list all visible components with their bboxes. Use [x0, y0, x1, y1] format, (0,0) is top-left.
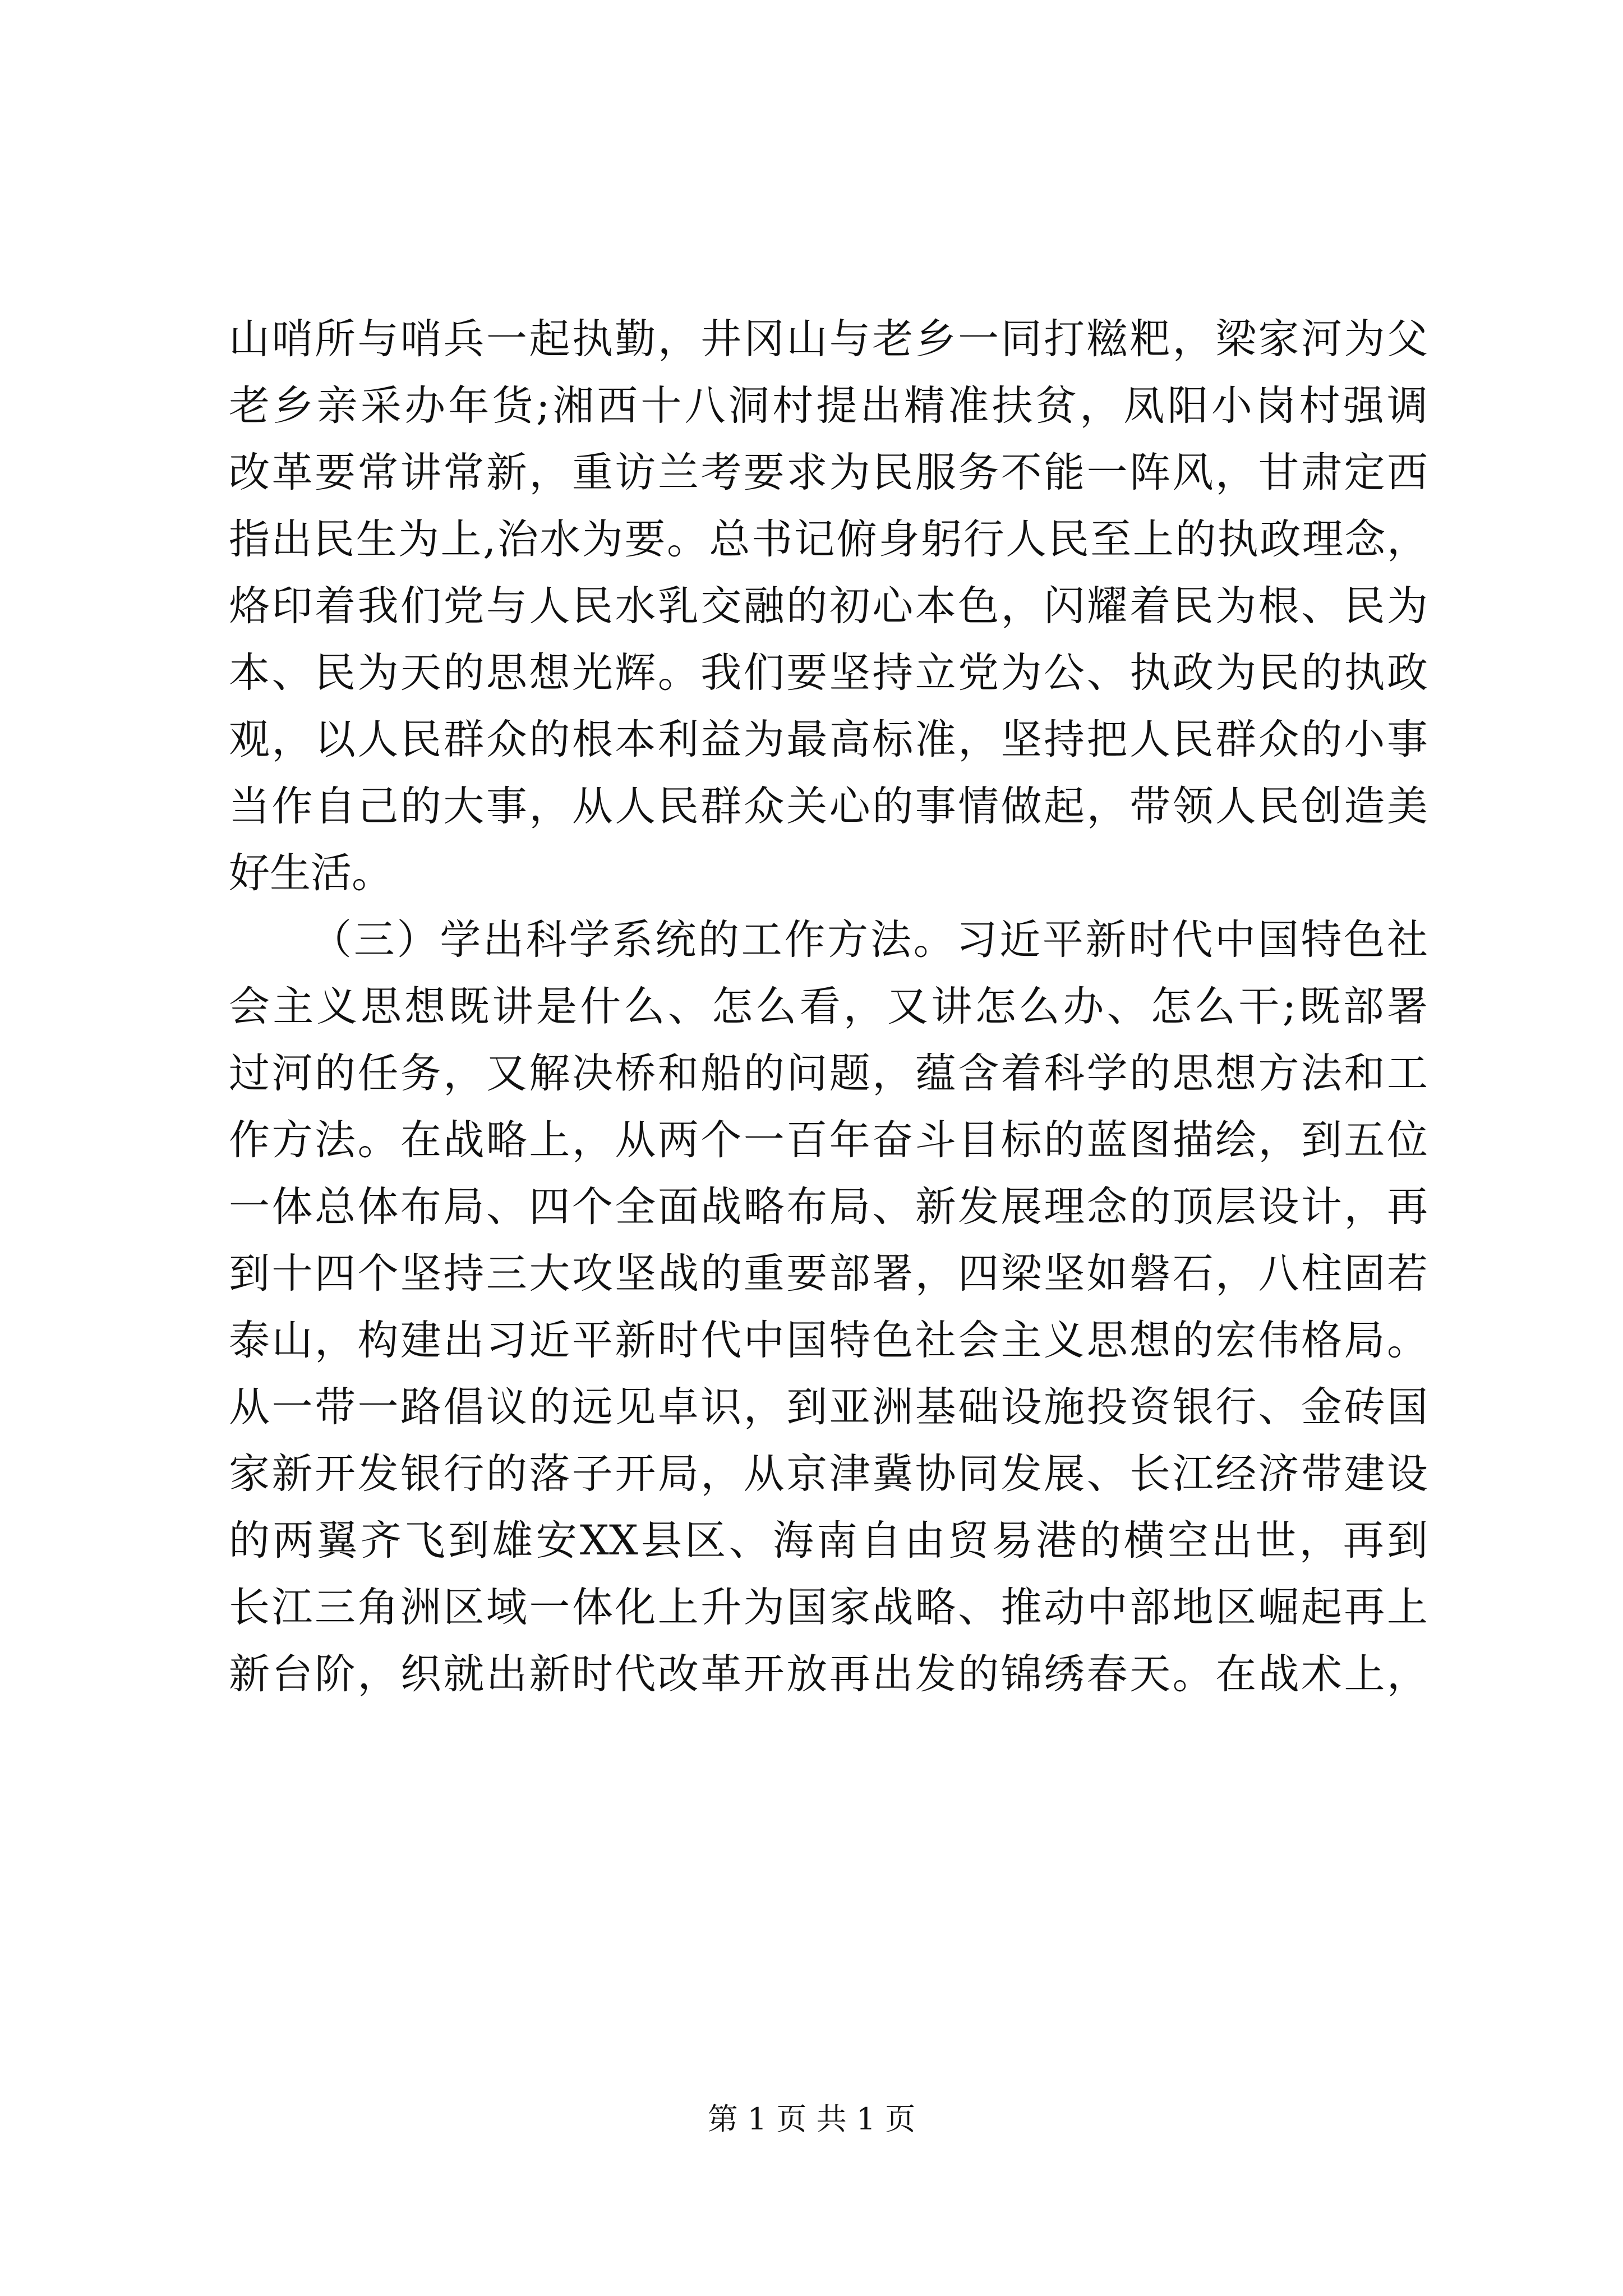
text-line: 山哨所与哨兵一起执勤，井冈山与老乡一同打糍粑，梁家河为父 — [229, 315, 1428, 363]
text-line: 泰山，构建出习近平新时代中国特色社会主义思想的宏伟格局。 — [229, 1317, 1428, 1364]
text-line: 本、民为天的思想光辉。我们要坚持立党为公、执政为民的执政 — [229, 649, 1428, 697]
text-line: 新台阶，织就出新时代改革开放再出发的锦绣春天。在战术上， — [229, 1650, 1428, 1698]
text-line: 作方法。在战略上，从两个一百年奋斗目标的蓝图描绘，到五位 — [229, 1116, 1428, 1164]
text-line: 到十四个坚持三大攻坚战的重要部署，四梁坚如磐石，八柱固若 — [229, 1250, 1428, 1297]
text-line: 家新开发银行的落子开局，从京津冀协同发展、长江经济带建设 — [229, 1450, 1428, 1498]
page-footer — [0, 2100, 1623, 2139]
text-line: 一体总体布局、四个全面战略布局、新发展理念的顶层设计，再 — [229, 1183, 1428, 1231]
text-line: 烙印着我们党与人民水乳交融的初心本色，闪耀着民为根、民为 — [229, 582, 1428, 630]
body-text — [229, 306, 1428, 1708]
text-line: 好生活。 — [229, 849, 393, 897]
text-line: 老乡亲采办年货;湘西十八洞村提出精准扶贫，凤阳小岗村强调 — [229, 382, 1428, 430]
text-line: 当作自己的大事，从人民群众关心的事情做起，带领人民创造美 — [229, 783, 1428, 830]
text-line: 长江三角洲区域一体化上升为国家战略、推动中部地区崛起再上 — [229, 1584, 1428, 1631]
section-heading-line: （三）学出科学系统的工作方法。习近平新时代中国特色社 — [311, 916, 1428, 964]
text-line: 过河的任务，又解决桥和船的问题，蕴含着科学的思想方法和工 — [229, 1050, 1428, 1097]
text-line: 从一带一路倡议的远见卓识，到亚洲基础设施投资银行、金砖国 — [229, 1383, 1428, 1431]
text-line: 改革要常讲常新，重访兰考要求为民服务不能一阵风，甘肃定西 — [229, 449, 1428, 496]
text-line: 指出民生为上,治水为要。总书记俯身躬行人民至上的执政理念， — [229, 516, 1428, 563]
page-number-label: 第 1 页 共 1 页 — [707, 2101, 916, 2137]
text-line: 会主义思想既讲是什么、怎么看，又讲怎么办、怎么干;既部署 — [229, 983, 1428, 1030]
text-line: 观，以人民群众的根本利益为最高标准，坚持把人民群众的小事 — [229, 716, 1428, 763]
text-line: 的两翼齐飞到雄安XX县区、海南自由贸易港的横空出世，再到 — [229, 1517, 1428, 1565]
